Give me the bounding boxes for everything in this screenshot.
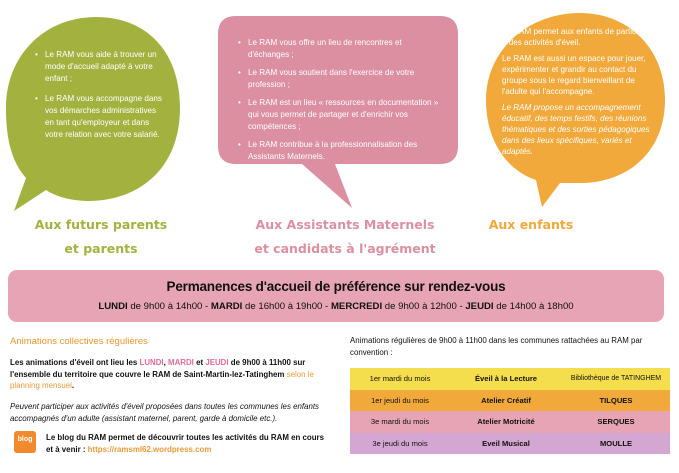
row-place: SERQUES <box>597 417 635 427</box>
orange-bubble-paragraph: Le RAM permet aux enfants de participer à des activités d'éveil. <box>502 27 650 47</box>
day-mardi: MARDI <box>168 358 194 367</box>
activities-paragraph-1 <box>10 357 328 392</box>
period: . <box>71 381 75 390</box>
table-row <box>350 368 670 390</box>
blog-icon[interactable] <box>14 431 36 453</box>
hours-tuesday: de 16h00 à 19h00 - <box>245 301 329 312</box>
pink-bubble-item: • Le RAM vous soutient dans l'exercice de votre profession ; <box>248 67 443 91</box>
row-place: MOULLE <box>599 438 633 448</box>
table-row <box>350 390 670 412</box>
blog-text: Le blog du RAM permet de découvrir toutes les activités du RAM en cours et à venir : <box>46 433 324 454</box>
comma: , <box>163 358 166 367</box>
row-when: 1er jeudi du mois <box>371 395 429 405</box>
row-when: 3e jeudi du mois <box>372 438 428 448</box>
row-when: 1er mardi du mois <box>369 374 431 384</box>
schedule-table <box>350 368 670 454</box>
parents-heading-line1: Aux futurs parents <box>34 217 168 232</box>
orange-bubble-text <box>502 26 650 162</box>
parents-heading <box>16 213 186 261</box>
row-place: Bibliothèque de TATINGHEM <box>570 375 662 383</box>
table-row <box>350 433 670 455</box>
hours-monday: de 9h00 à 14h00 - <box>130 301 209 312</box>
blog-link[interactable]: https://ramsml62.wordpress.com <box>87 444 212 454</box>
banner-title: Permanences d'accueil de préférence sur rendez-vous <box>166 279 506 294</box>
permanence-banner <box>8 270 664 322</box>
schedule-intro: Animations régulières de 9h00 à 11h00 dans les communes rattachées au RAM par convention : <box>350 336 643 357</box>
activities-p1-text-2: de 9h00 à 11h00 sur l'ensemble du territoire que couvre le RAM de Saint-Martin-lez-Tatinghem <box>10 358 306 379</box>
green-bubble-text <box>34 49 164 149</box>
planning-link[interactable]: selon le planning mensuel <box>10 369 314 390</box>
day-thursday: JEUDI <box>465 301 494 312</box>
activities-paragraph-2: Peuvent participer aux activités d'éveil proposées dans toutes les communes les enfants accompagnés d'un adulte (assistant maternel, parent, garde à domicile etc.). <box>10 402 319 423</box>
row-when: 3e mardi du mois <box>370 417 430 427</box>
row-activity: Eveil Musical <box>482 438 530 448</box>
green-bubble-item: • Le RAM vous aide à trouver un mode d'accueil adapté à votre enfant ; <box>45 49 164 85</box>
green-bubble-item: • Le RAM vous accompagne dans vos démarches administratives en tant qu'employeur et dans votre relation avec votre salarié. <box>45 93 164 141</box>
parents-heading-line2: et parents <box>64 241 138 256</box>
pink-bubble-item: • Le RAM contribue à la professionnalisation des Assistants Maternels. <box>248 139 443 163</box>
word-et: et <box>196 358 204 367</box>
row-activity: Atelier Créatif <box>481 395 531 405</box>
blog-paragraph <box>46 432 328 455</box>
day-jeudi: JEUDI <box>205 358 229 367</box>
day-tuesday: MARDI <box>210 301 243 312</box>
table-row <box>350 411 670 433</box>
row-activity: Atelier Motricité <box>477 417 535 427</box>
day-lundi: LUNDI <box>139 358 164 367</box>
assistants-heading-line2: et candidats à l'agrément <box>254 241 436 256</box>
assistants-heading-line1: Aux Assistants Maternels <box>255 217 435 232</box>
day-monday: LUNDI <box>98 301 128 312</box>
row-activity: Éveil à la Lecture <box>474 374 538 384</box>
assistants-heading <box>245 213 445 261</box>
orange-bubble-italic: Le RAM propose un accompagnement éducatif, des temps festifs, des réunions thématiques et des sorties pédagogiques dans des lieux spécifiques, variés et adaptés. <box>502 103 650 156</box>
orange-bubble-paragraph: Le RAM est aussi un espace pour jouer, expérimenter et grandir au contact du groupe sous le regard bienveillant de l'adulte qui l'accompagne. <box>502 54 646 96</box>
hours-thursday: de 14h00 à 18h00 <box>496 301 574 312</box>
pink-bubble-item: • Le RAM vous offre un lieu de rencontres et d'échanges ; <box>248 37 443 61</box>
banner-hours <box>8 301 664 312</box>
row-place: TILQUES <box>599 395 633 405</box>
pink-bubble-text <box>237 37 443 171</box>
activities-p1-text: Les animations d'éveil ont lieu les <box>10 358 138 367</box>
activities-title: Animations collectives régulières <box>10 336 148 347</box>
pink-bubble-item: • Le RAM est un lieu « ressources en documentation » qui vous permet de partager et d'enrichir vos compétences ; <box>248 97 443 133</box>
hours-wednesday: de 9h00 à 12h00 - <box>384 301 463 312</box>
children-heading: Aux enfants <box>488 217 574 232</box>
day-wednesday: MERCREDI <box>330 301 383 312</box>
blog-icon-label: blog <box>17 436 33 443</box>
